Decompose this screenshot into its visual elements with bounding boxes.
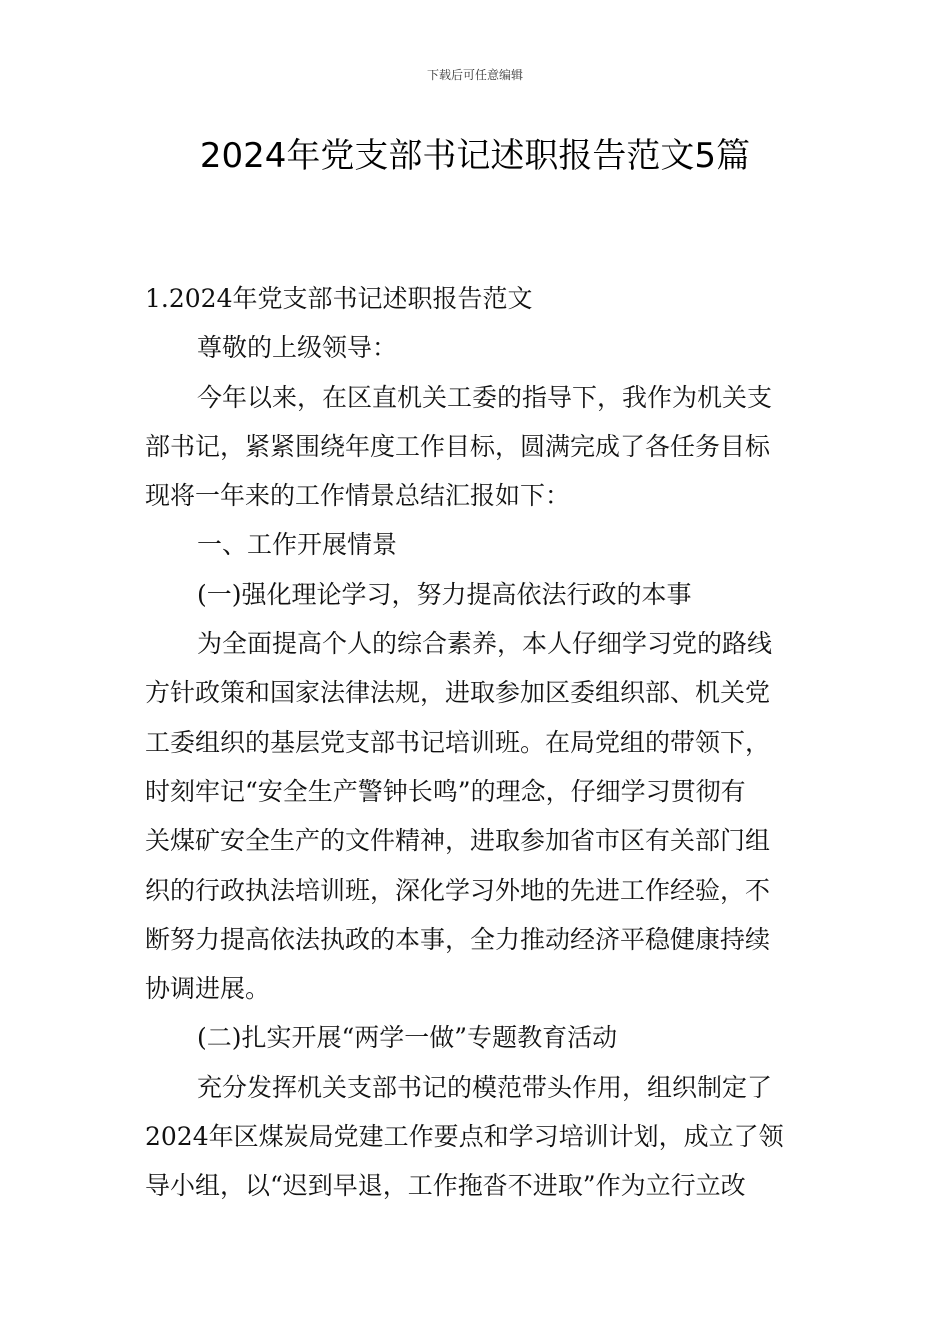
text-line: 时刻牢记“安全生产警钟长鸣”的理念，仔细学习贯彻有 bbox=[145, 776, 746, 806]
text-line: 充分发挥机关支部书记的模范带头作用，组织制定了 bbox=[197, 1072, 773, 1102]
text-line: (一)强化理论学习，努力提高依法行政的本事 bbox=[197, 579, 692, 609]
text-line: 方针政策和国家法律法规，进取参加区委组织部、机关党 bbox=[145, 678, 771, 708]
document-title: 2024年党支部书记述职报告范文5篇 bbox=[199, 136, 751, 176]
text-line: 一、工作开展情景 bbox=[197, 530, 398, 560]
text-line: 工委组织的基层党支部书记培训班。在局党组的带领下， bbox=[145, 727, 771, 757]
text-line: 尊敬的上级领导： bbox=[197, 333, 398, 363]
text-line: 部书记，紧紧围绕年度工作目标，圆满完成了各任务目标 bbox=[145, 431, 771, 461]
text-line: 1.2024年党支部书记述职报告范文 bbox=[145, 284, 533, 313]
document-body bbox=[145, 274, 810, 1211]
text-line: 协调进展。 bbox=[145, 974, 271, 1004]
text-line: 现将一年来的工作情景总结汇报如下： bbox=[145, 481, 571, 511]
text-line: 导小组，以“迟到早退，工作拖沓不进取”作为立行立改 bbox=[145, 1171, 746, 1201]
text-line: 断努力提高依法执政的本事，全力推动经济平稳健康持续 bbox=[145, 924, 771, 954]
text-line: 为全面提高个人的综合素养，本人仔细学习党的路线 bbox=[197, 629, 773, 659]
text-line: 织的行政执法培训班，深化学习外地的先进工作经验，不 bbox=[145, 875, 771, 905]
text-line: 关煤矿安全生产的文件精神，进取参加省市区有关部门组 bbox=[145, 826, 771, 856]
text-line: 2024年区煤炭局党建工作要点和学习培训计划，成立了领 bbox=[145, 1122, 784, 1152]
text-line: (二)扎实开展“两学一做”专题教育活动 bbox=[197, 1023, 618, 1053]
text-line: 今年以来，在区直机关工委的指导下，我作为机关支 bbox=[197, 382, 773, 412]
header-note: 下载后可任意编辑 bbox=[426, 68, 523, 82]
